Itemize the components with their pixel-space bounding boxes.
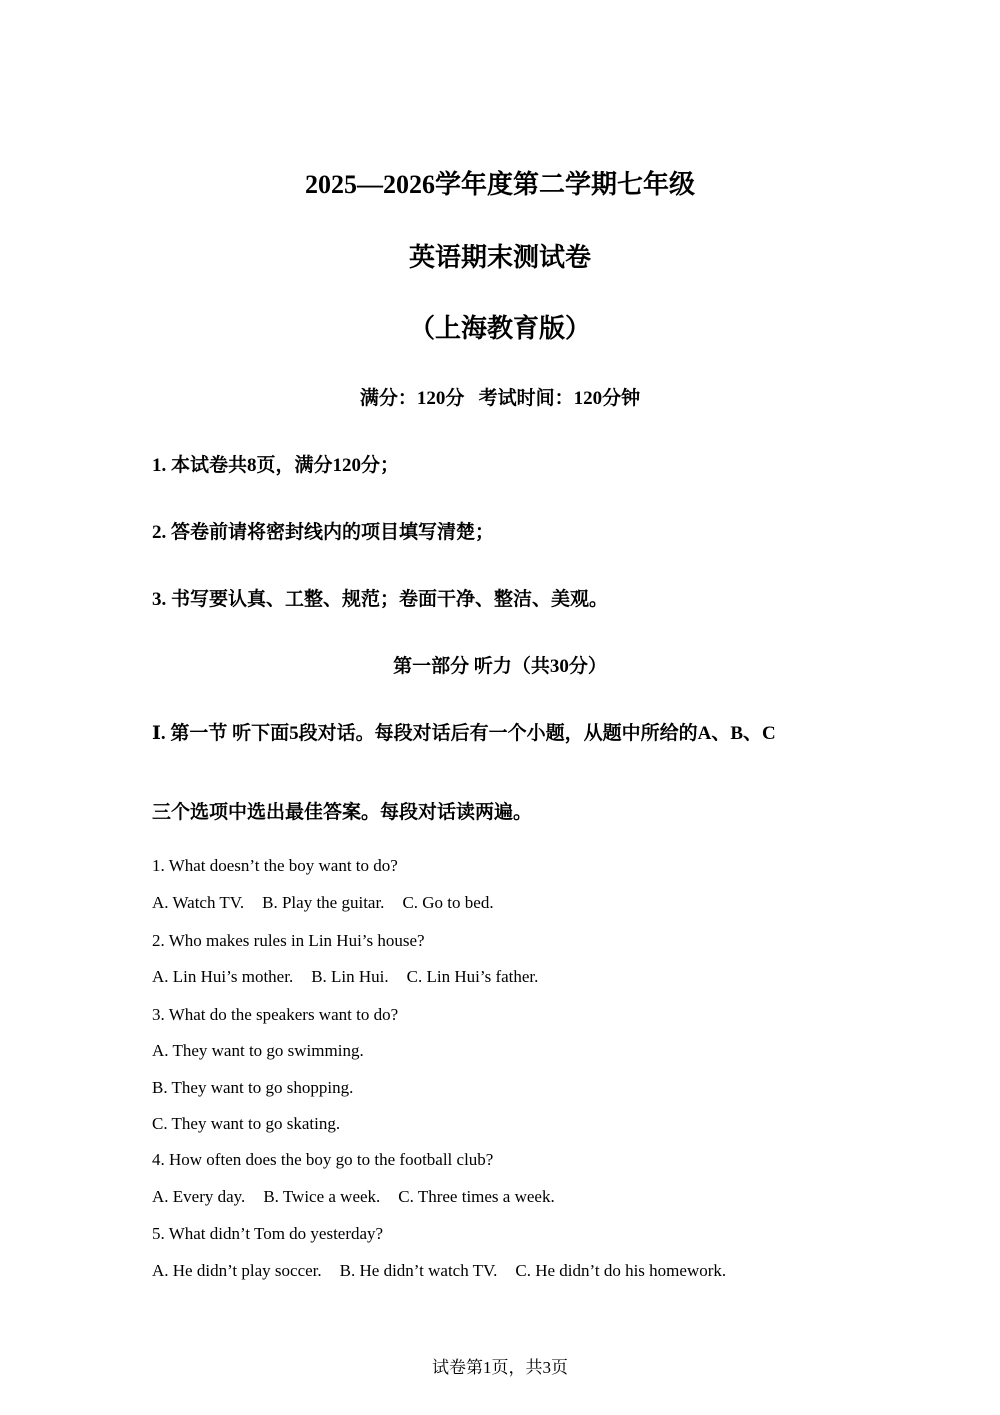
page-footer: 试卷第1页，共3页: [432, 1358, 568, 1377]
section-one-instruction-line2: 三个选项中选出最佳答案。每段对话读两遍。: [152, 802, 533, 823]
score-and-time: 满分：120分 考试时间：120分钟: [359, 388, 641, 409]
option-a: A. He didn’t play soccer.: [152, 1261, 322, 1280]
instruction-3: 3. 书写要认真、工整、规范；卷面干净、整洁、美观。: [152, 589, 609, 610]
exam-title-edition: （上海教育版）: [408, 314, 591, 343]
option-c: C. Lin Hui’s father.: [406, 967, 539, 986]
part-one-heading: 第一部分 听力（共30分）: [393, 656, 607, 677]
question-3-stem: 3. What do the speakers want to do?: [152, 1005, 399, 1024]
option-b: B. Play the guitar.: [262, 893, 385, 912]
question-3-option-c: C. They want to go skating.: [152, 1114, 341, 1133]
question-2-options: [152, 965, 538, 989]
exam-title-subject: 英语期末测试卷: [408, 243, 591, 272]
option-a: A. Watch TV.: [152, 893, 245, 912]
option-a: A. Every day.: [152, 1187, 246, 1206]
question-3-option-b: B. They want to go shopping.: [152, 1078, 354, 1097]
option-c: C. He didn’t do his homework.: [515, 1261, 727, 1280]
option-b: B. He didn’t watch TV.: [339, 1261, 498, 1280]
instruction-2: 2. 答卷前请将密封线内的项目填写清楚；: [152, 522, 495, 543]
question-2-stem: 2. Who makes rules in Lin Hui’s house?: [152, 931, 425, 950]
option-c: C. Go to bed.: [402, 893, 494, 912]
question-3-option-a: A. They want to go swimming.: [152, 1041, 364, 1060]
option-b: B. Twice a week.: [263, 1187, 381, 1206]
exam-title-year: 2025—2026学年度第二学期七年级: [304, 170, 695, 199]
option-a: A. Lin Hui’s mother.: [152, 967, 294, 986]
question-5-options: [152, 1259, 726, 1283]
question-1-stem: 1. What doesn’t the boy want to do?: [152, 856, 398, 875]
option-c: C. Three times a week.: [398, 1187, 555, 1206]
option-b: B. Lin Hui.: [311, 967, 389, 986]
question-1-options: [152, 891, 494, 915]
section-one-instruction-line1: Ⅰ. 第一节 听下面5段对话。每段对话后有一个小题，从题中所给的A、B、C: [152, 723, 776, 744]
question-5-stem: 5. What didn’t Tom do yesterday?: [152, 1224, 384, 1243]
instruction-1: 1. 本试卷共8页，满分120分；: [152, 455, 400, 476]
question-4-stem: 4. How often does the boy go to the football club?: [152, 1150, 494, 1169]
question-4-options: [152, 1185, 555, 1209]
